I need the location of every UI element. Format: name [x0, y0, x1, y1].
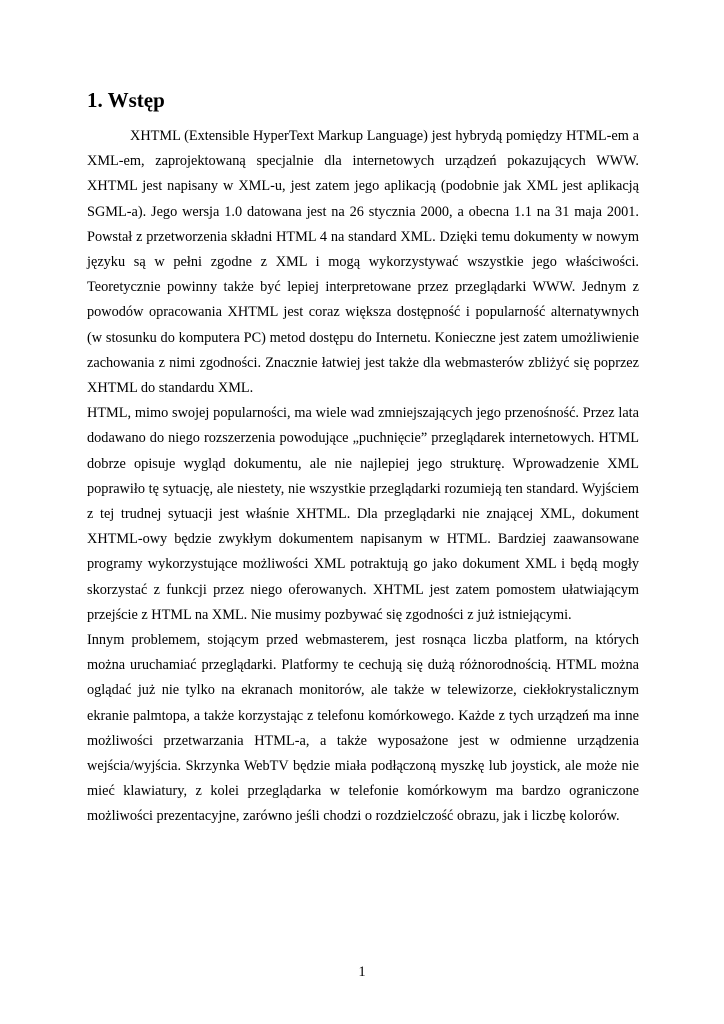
paragraph-intro: XHTML (Extensible HyperText Markup Language) jest hybrydą pomiędzy HTML-em a XML-em, zaprojektowaną specjalnie dla internetowych urządzeń pokazujących WWW. XHTML jest napisany w XML-u, jest zatem jego aplikacją (podobnie jak XML jest aplikacją SGML-a). Jego wersja 1.0 datowana jest na 26 stycznia 2000, a obecna 1.1 na 31 maja 2001. Powstał z przetworzenia składni HTML 4 na standard XML. Dzięki temu dokumenty w nowym języku są w pełni zgodne z XML i mogą wykorzystywać wszystkie jego właściwości. Teoretycznie powinny także być lepiej interpretowane przez przeglądarki WWW. Jednym z powodów opracowania XHTML jest coraz większa dostępność i popularność alternatywnych (w stosunku do komputera PC) metod dostępu do Internetu. Konieczne jest zatem umożliwienie zachowania z nimi zgodności. Znacznie łatwiej jest także dla webmasterów zbliżyć się poprzez XHTML do standardu XML. — [87, 128, 639, 397]
paragraph-html-problems: HTML, mimo swojej popularności, ma wiele wad zmniejszających jego przenośność. Przez lata dodawano do niego rozszerzenia powodujące „puchnięcie” przeglądarek internetowych. HTML dobrze opisuje wygląd dokumentu, ale nie najlepiej jego strukturę. Wprowadzenie XML poprawiło tę sytuację, ale niestety, nie wszystkie przeglądarki rozumieją ten standard. Wyjściem z tej trudnej sytuacji jest właśnie XHTML. Dla przeglądarki nie znającej XML, dokument XHTML-owy będzie zwykłym dokumentem napisanym w HTML. Bardziej zaawansowane programy wykorzystujące możliwości XML potraktują go jako dokument XML i będą mogły skorzystać z funkcji przez niego oferowanych. XHTML jest zatem pomostem ułatwiającym przejście z HTML na XML. Nie musimy pozbywać się zgodności z już istniejącymi. — [87, 405, 639, 623]
body-text — [87, 124, 639, 830]
section-heading: 1. Wstęp — [87, 88, 165, 112]
paragraph-platforms: Innym problemem, stojącym przed webmasterem, jest rosnąca liczba platform, na których można uruchamiać przeglądarki. Platformy te cechują się dużą różnorodnością. HTML można oglądać już nie tylko na ekranach monitorów, ale także w telewizorze, ciekłokrystalicznym ekranie palmtopa, a także korzystając z telefonu komórkowego. Każde z tych urządzeń ma inne możliwości przetwarzania HTML-a, a także wyposażone jest w odmienne urządzenia wejścia/wyjścia. Skrzynka WebTV będzie miała podłączoną myszkę lub joystick, ale może nie mieć klawiatury, z kolei przeglądarka w telefonie komórkowym ma bardzo ograniczone możliwości prezentacyjne, zarówno jeśli chodzi o rozdzielczość obrazu, jak i liczbę kolorów. — [87, 632, 639, 825]
page-number: 1 — [358, 964, 366, 980]
